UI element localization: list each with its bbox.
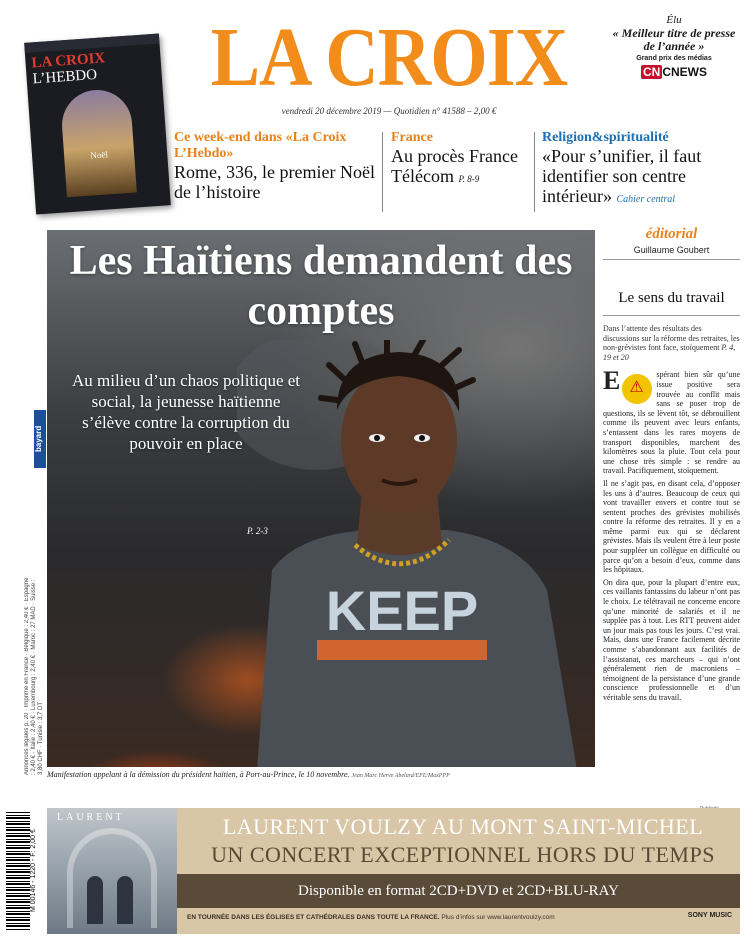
- barcode: [6, 812, 30, 930]
- teaser-ref: P. 8-9: [458, 174, 480, 184]
- editorial-p1: spérant bien sûr qu’une issue positive sera trouvée au conflit mais sans se poser trop de questions, ils se lèvent tôt, se débrouillent comme ils peuvent avec leurs enfants, s’entassent dans les rares moyens de transport disponibles, marchent des kilomètres sous la pluie. Tout cela pour une chose très simple : se rendre au travail. Pacifiquement, stoïquement.: [603, 370, 740, 476]
- side-legal-info: Annonces légales p. 20 · Imprimé en France · Belgique : 2,40 € · Espagne : 2,40 € · Italie : 2,40 € · Luxembourg : 2,40 € · Maroc : 27 MAD · Suisse : 3,80 CHF · Tunisie : 3,7 DT: [24, 577, 44, 775]
- ad-title: LAURENT VOULZY AU MONT SAINT-MICHEL: [222, 814, 704, 839]
- teaser-kicker: Religion&spiritualité: [542, 130, 669, 145]
- teaser-france[interactable]: [391, 130, 531, 212]
- editorial-title[interactable]: Le sens du travail: [603, 290, 740, 316]
- award-line-1: Élu: [666, 14, 682, 26]
- editorial-author: Guillaume Goubert: [603, 245, 740, 260]
- ad-image-text: LAURENT: [57, 812, 125, 823]
- ad-formats: Disponible en format 2CD+DVD et 2CD+BLU-RAY: [177, 874, 740, 908]
- bayard-logo: bayard: [34, 410, 46, 468]
- ad-subtitle: UN CONCERT EXCEPTIONNEL HORS DU TEMPS: [211, 842, 715, 867]
- shirt-print: KEEP: [325, 579, 479, 642]
- editorial-paragraph: On dira que, pour la plupart d’entre eux, ces vaillants fantassins du labeur n’ont pas le choix. Le télétravail ne concerne encore qu’une minorité de salariés et il ne supplée pas à tout. Les RTT peuvent aider un jour mais pas tous les jours. C’est vrai. Mais, dans une France facilement décrite comme s’abandonnant aux facilités de l’assistanat, ces marcheurs – qui n’ont généralement rien de macroniens – témoignent de la persistance d’une grande conscience professionnelle et d’un véritable sens du travail.: [603, 577, 740, 702]
- editorial-paragraph: [603, 366, 740, 476]
- editorial-body: [603, 366, 740, 702]
- editorial-intro-text: Dans l’attente des résultats des discussions sur la réforme des retraites, les non-grévistes font face, stoïquement: [603, 324, 740, 353]
- caption-text: Manifestation appelant à la démission du président haïtien, à Port-au-Prince, le 10 novembre.: [47, 770, 350, 779]
- ad-banner[interactable]: [47, 808, 740, 934]
- barcode-text: M 00146 - 1220 - F: 2,00 €: [30, 829, 37, 913]
- teaser-text: [391, 146, 531, 186]
- ad-image: [47, 808, 177, 934]
- magazine-cover-word: Noël: [90, 149, 109, 161]
- teaser-text-body: «Pour s’unifier, il faut identifier son centre intérieur»: [542, 146, 702, 206]
- magazine-thumbnail[interactable]: [24, 34, 171, 215]
- dateline: vendredi 20 décembre 2019 — Quotidien n° 41588 – 2,00 €: [281, 106, 497, 116]
- sony-music-logo: SONY MUSIC: [687, 912, 732, 919]
- teaser-text: [542, 146, 742, 206]
- photo-credit: Jean Marc Herve Abelard/EFE/MaxPPP: [351, 773, 450, 779]
- cnews-logo: CN CNEWS: [642, 65, 707, 79]
- teaser-hebdo[interactable]: [174, 130, 379, 212]
- divider: [382, 132, 383, 212]
- magazine-subtitle: L’HEBDO: [32, 66, 98, 88]
- editorial-dropcap: E: [603, 366, 621, 396]
- lead-page-ref: P. 2-3: [247, 526, 268, 536]
- teaser-text: Rome, 336, le premier Noël de l’histoire: [174, 162, 375, 202]
- photo-caption: [47, 770, 607, 779]
- teaser-kicker: Ce week-end dans «La Croix L’Hebdo»: [174, 130, 347, 161]
- editorial-kicker: éditorial: [645, 226, 698, 242]
- editorial-column: [603, 226, 740, 706]
- cnews-label: CNEWS: [662, 65, 707, 79]
- newspaper-logo[interactable]: LA CROIX: [210, 11, 568, 104]
- ad-arch: [67, 828, 157, 928]
- teaser-kicker: France: [391, 130, 433, 145]
- editorial-paragraph: Il ne s’agit pas, en disant cela, d’opposer les uns à d’autres. Beaucoup de ceux qui vont travailler envers et contre tout se sentent proches des grévistes mobilisés contre la réforme des retraites. Il y en a même parmi eux qui se déclarent grévistes. Mais ils veulent être à leur poste pour suppléer un collègue en difficulté ou parce qu’on a besoin d’eux, comme dans les hôpitaux.: [603, 478, 740, 575]
- teaser-ref: Cahier central: [616, 194, 676, 205]
- divider: [534, 132, 535, 212]
- award-box: [606, 14, 742, 80]
- ad-tour-text: EN TOURNÉE DANS LES ÉGLISES ET CATHÉDRALES DANS TOUTE LA FRANCE.: [187, 914, 440, 921]
- ad-figure: [87, 876, 103, 924]
- magazine-brand: LA CROIX: [31, 50, 106, 72]
- award-line-3: Grand prix des médias: [636, 55, 712, 62]
- masthead: [174, 12, 604, 116]
- teaser-text-body: Au procès France Télécom: [391, 146, 518, 186]
- lead-deck: Au milieu d’un chaos politique et social, la jeunesse haïtienne s’élève contre la corruption du pouvoir en place: [71, 371, 301, 453]
- ad-figure: [117, 876, 133, 924]
- ad-website[interactable]: Plus d’infos sur www.laurentvoulzy.com: [441, 914, 555, 921]
- lead-photo[interactable]: [47, 230, 595, 767]
- warning-icon: [622, 374, 652, 404]
- teaser-religion[interactable]: [542, 130, 742, 212]
- award-line-2: « Meilleur titre de presse de l’année »: [612, 26, 736, 53]
- editorial-intro-ref: P. 4, 19 et 20: [603, 343, 736, 362]
- magazine-cover-image: [60, 88, 137, 198]
- editorial-intro: [603, 324, 740, 362]
- lead-headline[interactable]: Les Haïtiens demandent des comptes: [69, 238, 573, 334]
- ad-tour: [187, 914, 555, 921]
